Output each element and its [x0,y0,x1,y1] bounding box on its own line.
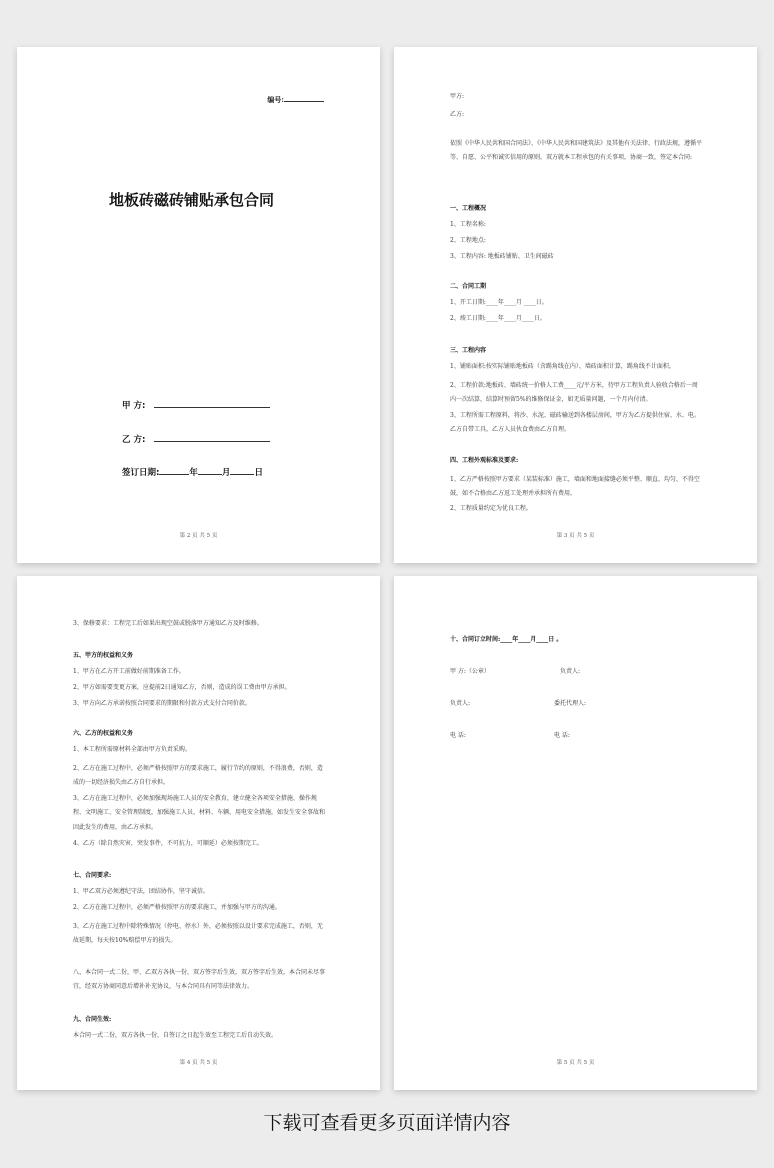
section-1-title: 一、工程概况 [450,205,487,212]
list-item: 3、保修要求：工程完工后如果出现空鼓或脱落甲方通知乙方及时维修。 [73,620,263,627]
party-b-line: 乙 方: [122,433,270,445]
section-4-title: 四、工程外观标准及要求: [450,457,519,464]
list-item: 3、乙方在施工过程中除特殊情况（停电、停水）外，必须按照以设计要求完成施工，否则，无故延期，每天按10%赔偿甲方的损失。 [73,923,323,945]
list-item: 2、乙方在施工过程中，必须严格按照甲方的要求施工，并加强与甲方的沟通。 [73,904,281,911]
list-item: 1、甲方在乙方开工前做好前期准备工作。 [73,668,185,675]
list-item: 3、甲方向乙方承诺按照合同要求的期限和付款方式支付合同价款。 [73,700,251,707]
contract-number-label: 编号: [267,93,324,105]
party-b-label: 乙方: [450,111,465,118]
phone-label: 电 话: [554,732,570,739]
section-9-text: 本合同一式二份，双方各执一份，自签订之日起生效至工程完工后自动失效。 [73,1032,278,1039]
page-terms-2 [17,576,380,1090]
page-footer: 第 5 页 共 5 页 [556,1060,595,1066]
party-a-seal-label: 甲 方:（公章） [450,668,490,675]
page-footer: 第 3 页 共 5 页 [556,533,595,539]
page-terms-1 [394,47,757,563]
section-8-text: 八、本合同一式二份，甲、乙双方各执一份，双方签字后生效，双方签字后生效，本合同未尽事宜，经双方协商同意后增补补充协议，与本合同具有同等法律效力。 [73,969,326,991]
list-item: 1、开工日期:____年____月 ____日。 [450,299,548,306]
list-item: 3、乙方在施工过程中，必须加强现场施工人员的安全教育，建立健全各项安全措施、操作规程、文明施工、安全管理制度，加强施工人员、材料、车辆、用电安全措施，如发生安全事故和因此发生的费用，由乙方承担。 [73,795,326,831]
list-item: 2、竣工日期:____年____月____日。 [450,315,546,322]
party-a-label: 甲方: [450,93,465,100]
page-cover [17,47,380,563]
list-item: 2、甲方如需要变更方案，应提前2日通知乙方，否则，造成的误工费由甲方承担。 [73,684,291,691]
download-caption: 下载可查看更多页面详情内容 [263,1112,511,1134]
list-item: 3、工程所需工程原料，将沙、水泥、磁砖输送到各楼层房间，甲方为乙方提供住宿、水、电。乙方自带工具，乙方人员伙食费由乙方自理。 [450,412,700,434]
party-a-line: 甲 方: [122,399,270,411]
contract-number-blank [284,93,324,102]
page-footer: 第 2 页 共 5 页 [179,533,218,539]
intro-paragraph: 依照《中华人民共和国合同法》、《中华人民共和国建筑法》及其他有关法律、行政法规，遵循平等、自愿、公平和诚实信用的原则，双方就本工程承包的有关事项，协商一致，签定本合同: [450,140,703,162]
list-item: 2、工程地点: [450,237,486,244]
agent-label: 委托代理人: [554,700,587,707]
list-item: 2、乙方在施工过程中，必须严格按照甲方的要求施工，履行节约的原则，不得浪费，否则，造成的一切经济损失由乙方自行承担。 [73,765,323,787]
section-5-title: 五、甲方的权益和义务 [73,652,134,659]
sign-date-line: 签订日期: 年 月 日 [122,468,263,478]
list-item: 1、铺贴面积:按实际铺贴地板砖（含踢角线在内）、墙砖面积计算，踢角线不计面积。 [450,363,675,370]
list-item: 3、工程内容: 地板砖铺贴、卫生间磁砖 [450,253,554,260]
party-a-blank [154,399,270,408]
responsible-person-label: 负责人: [560,668,581,675]
list-item: 1、本工程所需原材料全部由甲方负责采购。 [73,746,191,753]
section-9-title: 九、合同生效: [73,1016,112,1023]
list-item: 2、工程价款:地板砖、墙砖统一价格人工费____元/平方米，待甲方工程负责人验收合格后一周内一次结算，结算时预留5%的维修保证金，如无质量问题，一个月内付清。 [450,382,698,404]
page-footer: 第 4 页 共 5 页 [179,1060,218,1066]
section-7-title: 七、合同要求: [73,872,112,879]
phone-label: 电 话: [450,732,466,739]
page-signatures [394,576,757,1090]
list-item: 4、乙方（除自然灾害，突发事件，不可抗力，可顺延）必须按期完工。 [73,840,263,847]
list-item: 1、甲乙双方必须遵纪守法，团结协作，坚守诚信。 [73,888,209,895]
section-6-title: 六、乙方的权益和义务 [73,730,134,737]
party-b-blank [154,433,270,442]
contract-title: 地板砖磁砖铺贴承包合同 [109,191,275,209]
section-2-title: 二、合同工期 [450,283,487,290]
list-item: 1、工程名称: [450,221,486,228]
list-item: 2、工程质量约定为优良工程。 [450,505,532,512]
responsible-person-label: 负责人: [450,700,471,707]
section-10-text: 十、合同订立时间:____年____月____日 。 [450,636,563,643]
section-3-title: 三、工程内容 [450,347,487,354]
list-item: 1、乙方严格按照甲方要求（某装标准）施工，墙面和地面接缝必须平整、顺直、均匀、不得空鼓，如不合格由乙方返工处理并承担所有费用。 [450,476,700,498]
